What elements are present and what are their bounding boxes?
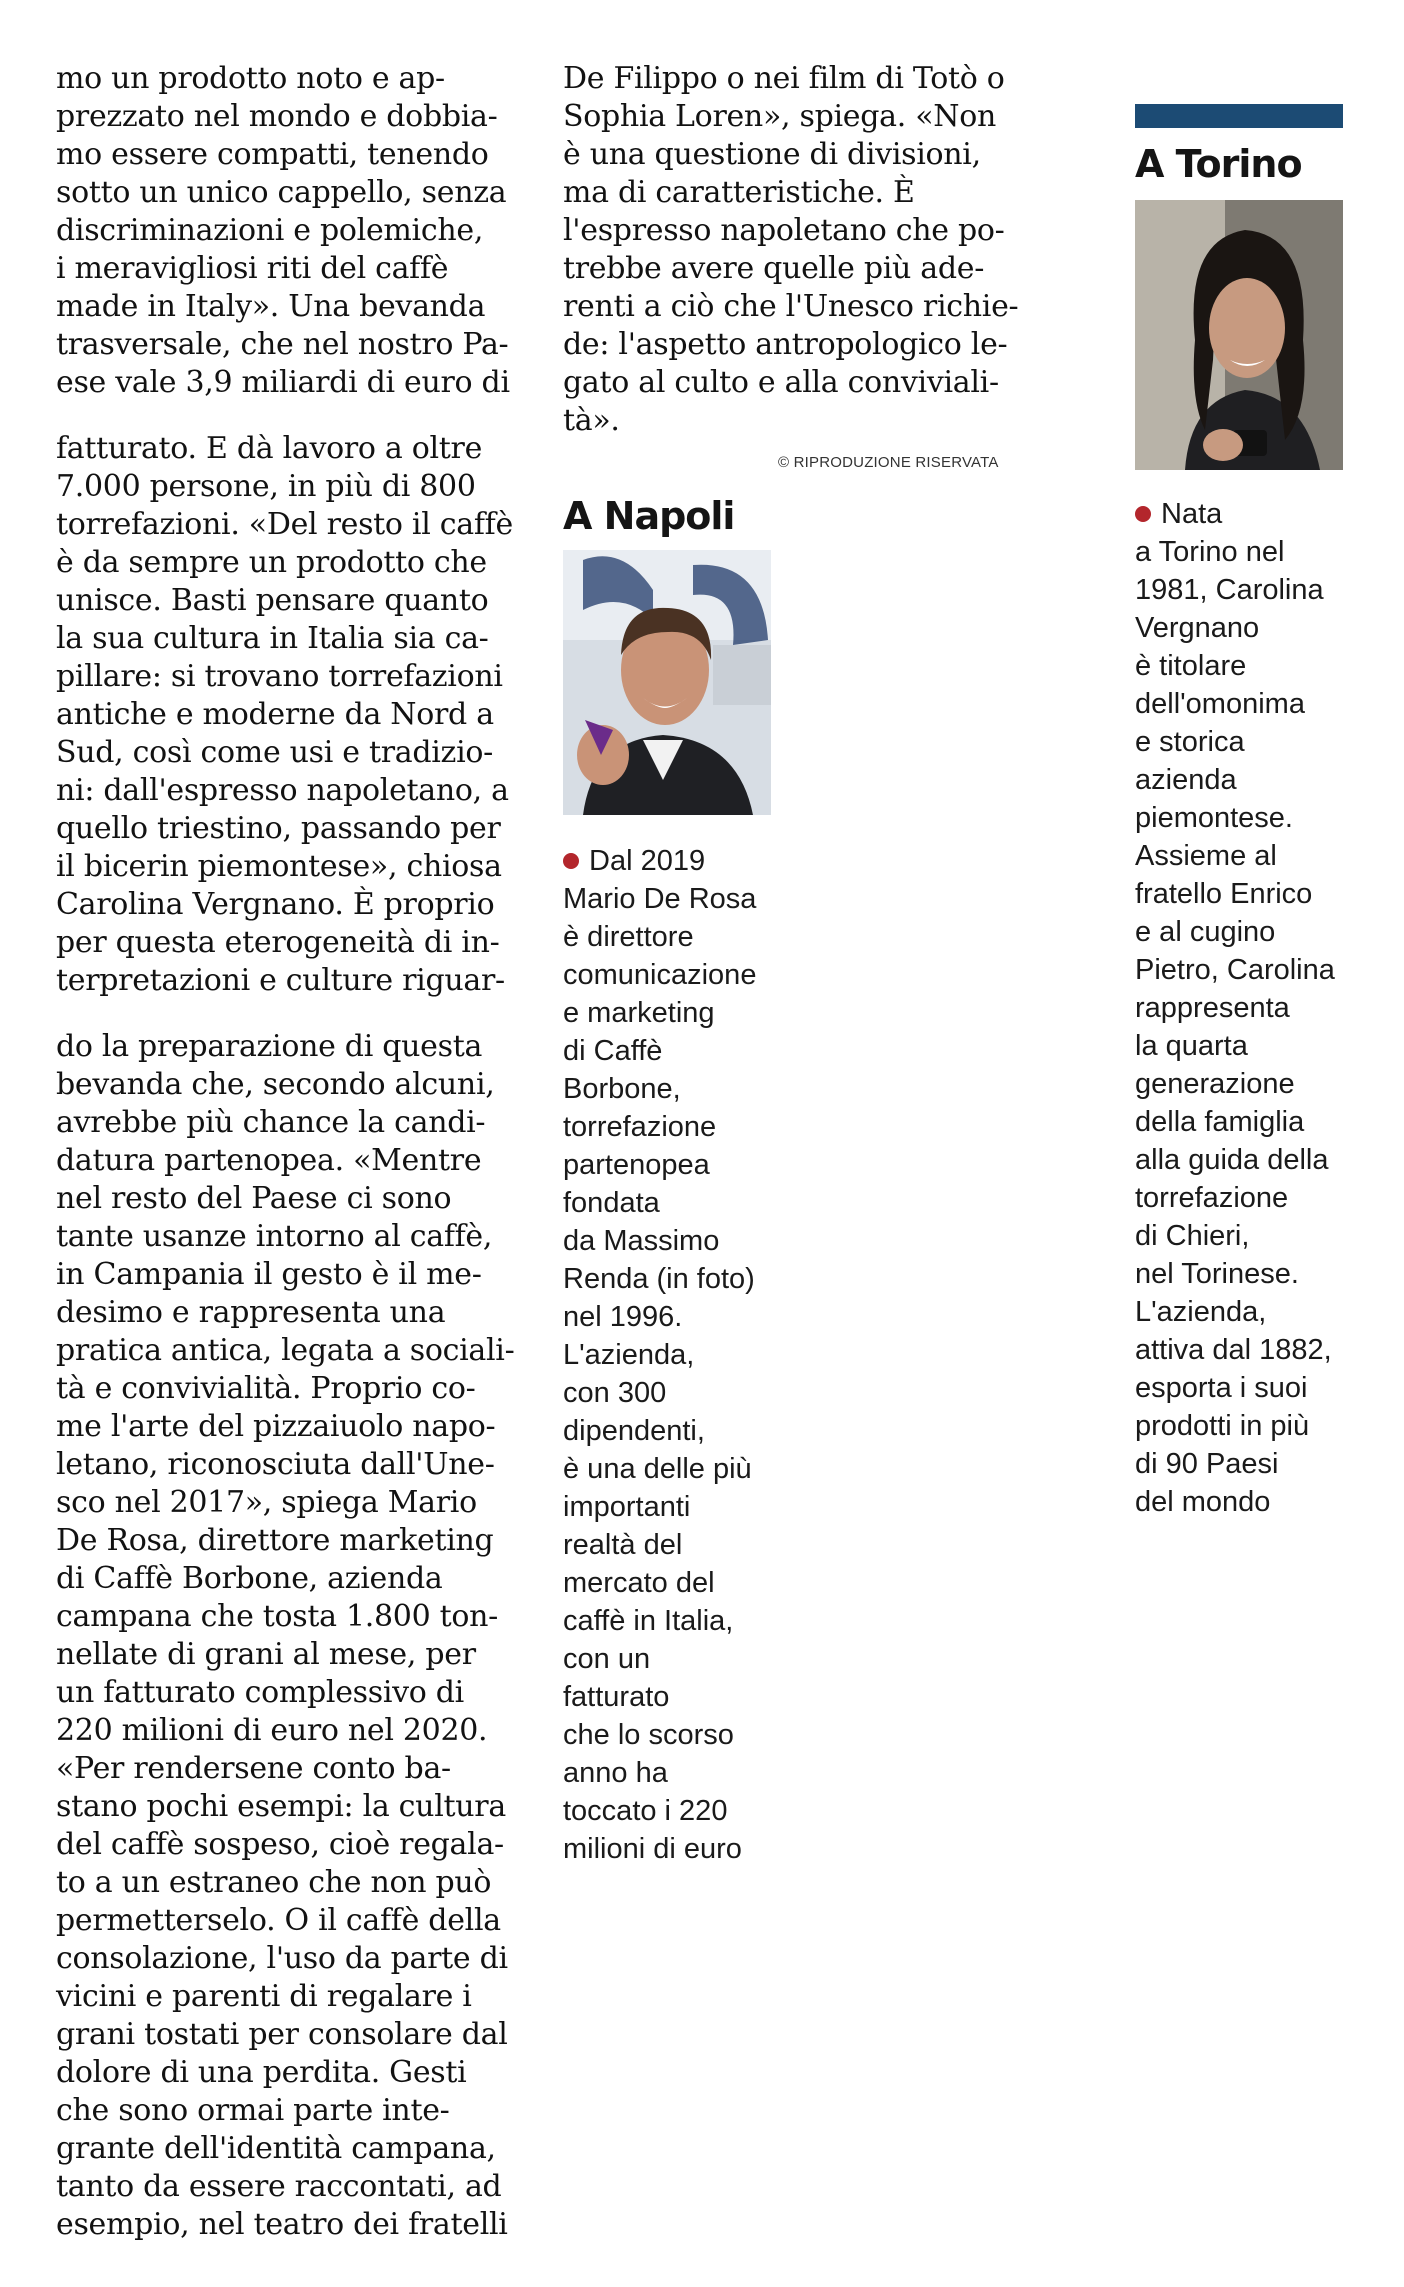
text-line xyxy=(56,1598,526,1636)
text-line xyxy=(56,620,526,658)
text-line-content: tà». xyxy=(563,403,620,438)
text-line xyxy=(56,430,526,468)
text-line-content: sotto un unico cappello, senza xyxy=(56,175,507,210)
text-line xyxy=(56,1826,526,1864)
text-line-content: datura partenopea. «Mentre xyxy=(56,1143,482,1178)
text-line xyxy=(56,1294,526,1332)
text-line-content: importanti xyxy=(563,1491,691,1523)
text-line xyxy=(1135,1027,1335,1065)
text-line-content: made in Italy». Una bevanda xyxy=(56,289,486,324)
text-line xyxy=(563,1830,756,1868)
text-line xyxy=(563,1412,756,1450)
text-line xyxy=(56,886,526,924)
bullet-dot-icon xyxy=(563,853,579,869)
text-line xyxy=(1135,913,1335,951)
text-line xyxy=(1135,989,1335,1027)
text-line xyxy=(563,212,1033,250)
text-line xyxy=(56,810,526,848)
bullet-dot-icon xyxy=(1135,506,1151,522)
text-line-content: 7.000 persone, in più di 800 xyxy=(56,469,476,504)
portrait-photo-woman-icon xyxy=(1135,200,1343,470)
text-line-content: antiche e moderne da Nord a xyxy=(56,697,494,732)
text-line xyxy=(56,506,526,544)
text-line xyxy=(563,1336,756,1374)
text-line xyxy=(56,1408,526,1446)
text-line-content: del mondo xyxy=(1135,1486,1271,1518)
text-line-content: consolazione, l'uso da parte di xyxy=(56,1941,508,1976)
text-line-content: trasversale, che nel nostro Pa- xyxy=(56,327,509,362)
text-line-content: Dal 2019 xyxy=(589,845,706,877)
text-line-content: è direttore xyxy=(563,921,694,953)
text-line-content: milioni di euro xyxy=(563,1833,742,1865)
text-line-content: torrefazioni. «Del resto il caffè xyxy=(56,507,513,542)
text-line xyxy=(1135,1483,1335,1521)
text-line xyxy=(56,288,526,326)
text-line xyxy=(56,1750,526,1788)
text-line xyxy=(563,1488,756,1526)
text-line xyxy=(56,1332,526,1370)
text-line-content: permetterselo. O il caffè della xyxy=(56,1903,501,1938)
text-line-content: generazione xyxy=(1135,1068,1295,1100)
text-line xyxy=(56,1256,526,1294)
text-line-content: caffè in Italia, xyxy=(563,1605,734,1637)
text-line xyxy=(56,2130,526,2168)
text-line xyxy=(563,402,1033,440)
text-line xyxy=(1135,1217,1335,1255)
text-line-content: fatturato xyxy=(563,1681,670,1713)
text-line-content: è da sempre un prodotto che xyxy=(56,545,487,580)
text-line-content: 220 milioni di euro nel 2020. xyxy=(56,1713,488,1748)
text-line xyxy=(563,1222,756,1260)
text-line-content: prezzato nel mondo e dobbia- xyxy=(56,99,498,134)
text-line xyxy=(56,136,526,174)
text-line xyxy=(1135,647,1335,685)
text-line-content: la quarta xyxy=(1135,1030,1248,1062)
text-line xyxy=(56,772,526,810)
text-line-content: nel 1996. xyxy=(563,1301,683,1333)
text-line xyxy=(56,924,526,962)
text-line xyxy=(56,1788,526,1826)
text-line-content: il bicerin piemontese», chiosa xyxy=(56,849,502,884)
text-line-content: mo un prodotto noto e ap- xyxy=(56,61,445,96)
text-line xyxy=(1135,1369,1335,1407)
text-line-content: vicini e parenti di regalare i xyxy=(56,1979,472,2014)
text-line xyxy=(1135,761,1335,799)
text-line xyxy=(1135,1331,1335,1369)
text-line-content: fratello Enrico xyxy=(1135,878,1313,910)
text-line xyxy=(563,1564,756,1602)
text-line-content: azienda xyxy=(1135,764,1237,796)
text-line xyxy=(563,1146,756,1184)
text-line xyxy=(56,1370,526,1408)
text-line-content: torrefazione xyxy=(1135,1182,1289,1214)
text-line xyxy=(563,136,1033,174)
text-line-content: Vergnano xyxy=(1135,612,1260,644)
text-line xyxy=(56,1712,526,1750)
text-line xyxy=(56,848,526,886)
text-line xyxy=(563,1450,756,1488)
paragraph-block-1 xyxy=(56,60,526,402)
text-line-content: Carolina Vergnano. È proprio xyxy=(56,887,495,922)
text-line-content: del caffè sospeso, cioè regala- xyxy=(56,1827,504,1862)
text-line-content: to a un estraneo che non può xyxy=(56,1865,492,1900)
text-line-content: prodotti in più xyxy=(1135,1410,1310,1442)
text-line xyxy=(1135,1141,1335,1179)
text-line-content: mercato del xyxy=(563,1567,715,1599)
block-gap xyxy=(56,1000,526,1028)
text-line-content: rappresenta xyxy=(1135,992,1290,1024)
text-line-content: unisce. Basti pensare quanto xyxy=(56,583,489,618)
text-line-content: «Per rendersene conto ba- xyxy=(56,1751,451,1786)
text-line-content: stano pochi esempi: la cultura xyxy=(56,1789,506,1824)
text-line-content: della famiglia xyxy=(1135,1106,1305,1138)
text-line-content: e marketing xyxy=(563,997,715,1029)
text-line-content: discriminazioni e polemiche, xyxy=(56,213,484,248)
text-line xyxy=(563,994,756,1032)
text-line-content: trebbe avere quelle più ade- xyxy=(563,251,985,286)
text-line-content: a Torino nel xyxy=(1135,536,1285,568)
portrait-photo-man-icon xyxy=(563,550,771,815)
text-line-content: Sud, così come usi e tradizio- xyxy=(56,735,493,770)
accent-bar xyxy=(1135,104,1343,128)
text-line-content: attiva dal 1882, xyxy=(1135,1334,1332,1366)
text-line xyxy=(56,1028,526,1066)
text-line-content: nellate di grani al mese, per xyxy=(56,1637,476,1672)
text-line xyxy=(56,1142,526,1180)
text-line xyxy=(1135,495,1335,533)
text-line-content: realtà del xyxy=(563,1529,683,1561)
text-line xyxy=(1135,1293,1335,1331)
text-line-content: un fatturato complessivo di xyxy=(56,1675,464,1710)
text-line-content: Mario De Rosa xyxy=(563,883,757,915)
text-line xyxy=(563,880,756,918)
text-line xyxy=(563,1716,756,1754)
text-line xyxy=(56,1674,526,1712)
text-line-content: 1981, Carolina xyxy=(1135,574,1324,606)
text-line xyxy=(563,1678,756,1716)
text-line xyxy=(56,1066,526,1104)
text-line-content: pratica antica, legata a sociali- xyxy=(56,1333,515,1368)
text-line-content: partenopea xyxy=(563,1149,710,1181)
text-line xyxy=(563,1602,756,1640)
text-line-content: renti a ciò che l'Unesco richie- xyxy=(563,289,1019,324)
text-line-content: la sua cultura in Italia sia ca- xyxy=(56,621,489,656)
text-line-content: di 90 Paesi xyxy=(1135,1448,1279,1480)
text-line-content: esporta i suoi xyxy=(1135,1372,1308,1404)
text-line xyxy=(563,1754,756,1792)
text-line-content: De Rosa, direttore marketing xyxy=(56,1523,494,1558)
text-line-content: in Campania il gesto è il me- xyxy=(56,1257,482,1292)
text-line-content: tanto da essere raccontati, ad xyxy=(56,2169,502,2204)
text-line-content: di Caffè xyxy=(563,1035,663,1067)
text-line xyxy=(563,326,1033,364)
text-line-content: dolore di una perdita. Gesti xyxy=(56,2055,467,2090)
text-line xyxy=(1135,1255,1335,1293)
text-line-content: de: l'aspetto antropologico le- xyxy=(563,327,1008,362)
text-line-content: grani tostati per consolare dal xyxy=(56,2017,508,2052)
text-line xyxy=(1135,1103,1335,1141)
text-line xyxy=(56,1484,526,1522)
text-line xyxy=(1135,609,1335,647)
text-line-content: L'azienda, xyxy=(563,1339,695,1371)
text-line-content: torrefazione xyxy=(563,1111,717,1143)
article-column-2 xyxy=(563,60,1033,440)
text-line xyxy=(56,2016,526,2054)
text-line-content: letano, riconosciuta dall'Une- xyxy=(56,1447,495,1482)
text-line xyxy=(563,918,756,956)
text-line-content: mo essere compatti, tenendo xyxy=(56,137,489,172)
text-line-content: do la preparazione di questa xyxy=(56,1029,483,1064)
text-line xyxy=(563,1108,756,1146)
text-line xyxy=(56,1940,526,1978)
text-line xyxy=(1135,875,1335,913)
text-line xyxy=(1135,951,1335,989)
text-line xyxy=(1135,685,1335,723)
text-line xyxy=(1135,1445,1335,1483)
text-line xyxy=(1135,799,1335,837)
text-line xyxy=(1135,837,1335,875)
text-line-content: con un xyxy=(563,1643,651,1675)
text-line xyxy=(56,468,526,506)
text-line-content: Borbone, xyxy=(563,1073,681,1105)
text-line xyxy=(1135,1179,1335,1217)
text-line-content: fatturato. E dà lavoro a oltre xyxy=(56,431,483,466)
text-line xyxy=(563,1792,756,1830)
text-line xyxy=(56,250,526,288)
text-line-content: toccato i 220 xyxy=(563,1795,728,1827)
text-line xyxy=(56,174,526,212)
text-line-content: e storica xyxy=(1135,726,1245,758)
text-line xyxy=(56,1104,526,1142)
text-line-content: campana che tosta 1.800 ton- xyxy=(56,1599,498,1634)
text-line-content: desimo e rappresenta una xyxy=(56,1295,446,1330)
text-line-content: ni: dall'espresso napoletano, a xyxy=(56,773,509,808)
text-line xyxy=(563,956,756,994)
torino-caption xyxy=(1135,495,1335,1521)
copyright-notice: © RIPRODUZIONE RISERVATA xyxy=(778,454,999,471)
text-line xyxy=(56,1218,526,1256)
text-line xyxy=(56,1864,526,1902)
text-line xyxy=(563,1070,756,1108)
text-line-content: Pietro, Carolina xyxy=(1135,954,1335,986)
napoli-caption xyxy=(563,842,756,1868)
text-line-content: alla guida della xyxy=(1135,1144,1329,1176)
text-line xyxy=(56,2092,526,2130)
text-line xyxy=(1135,1407,1335,1445)
text-line xyxy=(56,364,526,402)
paragraph-block-3 xyxy=(56,1028,526,2244)
paragraph-block-2 xyxy=(56,430,526,1000)
text-line-content: e al cugino xyxy=(1135,916,1276,948)
text-line-content: fondata xyxy=(563,1187,660,1219)
text-line xyxy=(563,842,756,880)
text-line xyxy=(56,1522,526,1560)
text-line-content: i meravigliosi riti del caffè xyxy=(56,251,449,286)
text-line xyxy=(56,544,526,582)
text-line-content: Assieme al xyxy=(1135,840,1277,872)
text-line xyxy=(56,2168,526,2206)
text-line-content: De Filippo o nei film di Totò o xyxy=(563,61,1005,96)
text-line xyxy=(56,1560,526,1598)
text-line xyxy=(56,212,526,250)
text-line-content: gato al culto e alla conviviali- xyxy=(563,365,999,400)
text-line xyxy=(56,1978,526,2016)
text-line-content: L'azienda, xyxy=(1135,1296,1267,1328)
text-line-content: dell'omonima xyxy=(1135,688,1305,720)
text-line-content: l'espresso napoletano che po- xyxy=(563,213,1005,248)
text-line-content: bevanda che, secondo alcuni, xyxy=(56,1067,495,1102)
text-line xyxy=(56,582,526,620)
text-line-content: è una questione di divisioni, xyxy=(563,137,981,172)
text-line xyxy=(56,1902,526,1940)
paragraph-continuation xyxy=(563,60,1033,440)
text-line-content: ese vale 3,9 miliardi di euro di xyxy=(56,365,510,400)
text-line xyxy=(563,1298,756,1336)
text-line-content: di Caffè Borbone, azienda xyxy=(56,1561,443,1596)
text-line-content: quello triestino, passando per xyxy=(56,811,501,846)
text-line xyxy=(563,288,1033,326)
text-line xyxy=(56,658,526,696)
text-line-content: grante dell'identità campana, xyxy=(56,2131,496,2166)
torino-heading: A Torino xyxy=(1135,142,1302,186)
text-line xyxy=(56,962,526,1000)
text-line xyxy=(563,1032,756,1070)
text-line xyxy=(56,98,526,136)
text-line xyxy=(563,1374,756,1412)
text-line-content: per questa eterogeneità di in- xyxy=(56,925,500,960)
text-line-content: avrebbe più chance la candi- xyxy=(56,1105,486,1140)
text-line xyxy=(563,1640,756,1678)
text-line-content: tante usanze intorno al caffè, xyxy=(56,1219,493,1254)
text-line-content: me l'arte del pizzaiuolo napo- xyxy=(56,1409,496,1444)
article-column-1 xyxy=(56,60,526,2244)
text-line xyxy=(563,364,1033,402)
text-line xyxy=(56,2054,526,2092)
text-line-content: Nata xyxy=(1161,498,1223,530)
block-gap xyxy=(56,402,526,430)
text-line-content: ma di caratteristiche. È xyxy=(563,175,915,210)
text-line xyxy=(56,60,526,98)
text-line xyxy=(56,696,526,734)
text-line-content: Sophia Loren», spiega. «Non xyxy=(563,99,996,134)
text-line xyxy=(56,326,526,364)
text-line xyxy=(563,174,1033,212)
text-line-content: terpretazioni e culture riguar- xyxy=(56,963,505,998)
text-line-content: anno ha xyxy=(563,1757,668,1789)
text-line xyxy=(563,1184,756,1222)
text-line-content: con 300 xyxy=(563,1377,667,1409)
text-line-content: Renda (in foto) xyxy=(563,1263,755,1295)
text-line xyxy=(56,1636,526,1674)
text-line xyxy=(56,734,526,772)
text-line xyxy=(563,60,1033,98)
text-line-content: è una delle più xyxy=(563,1453,752,1485)
text-line-content: di Chieri, xyxy=(1135,1220,1250,1252)
text-line-content: esempio, nel teatro dei fratelli xyxy=(56,2207,508,2242)
text-line-content: pillare: si trovano torrefazioni xyxy=(56,659,503,694)
text-line xyxy=(1135,1065,1335,1103)
text-line xyxy=(56,2206,526,2244)
text-line-content: da Massimo xyxy=(563,1225,720,1257)
napoli-heading: A Napoli xyxy=(563,494,735,538)
text-line-content: dipendenti, xyxy=(563,1415,705,1447)
text-line xyxy=(1135,571,1335,609)
text-line xyxy=(1135,533,1335,571)
text-line-content: tà e convivialità. Proprio co- xyxy=(56,1371,476,1406)
text-line-content: nel resto del Paese ci sono xyxy=(56,1181,452,1216)
text-line xyxy=(56,1180,526,1218)
text-line-content: che sono ormai parte inte- xyxy=(56,2093,450,2128)
text-line-content: comunicazione xyxy=(563,959,757,991)
text-line-content: è titolare xyxy=(1135,650,1247,682)
text-line-content: che lo scorso xyxy=(563,1719,734,1751)
text-line-content: sco nel 2017», spiega Mario xyxy=(56,1485,477,1520)
text-line xyxy=(563,1526,756,1564)
text-line xyxy=(1135,723,1335,761)
text-line-content: piemontese. xyxy=(1135,802,1293,834)
text-line xyxy=(56,1446,526,1484)
text-line xyxy=(563,250,1033,288)
text-line xyxy=(563,98,1033,136)
text-line-content: nel Torinese. xyxy=(1135,1258,1299,1290)
text-line xyxy=(563,1260,756,1298)
